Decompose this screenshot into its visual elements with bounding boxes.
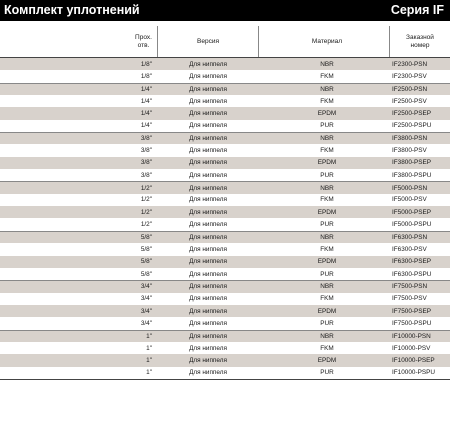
material-cell: NBR xyxy=(320,184,334,192)
size-cell: 5/8" xyxy=(140,233,152,241)
size-cell: 3/4" xyxy=(140,307,152,315)
page-title: Комплект уплотнений xyxy=(4,3,140,17)
material-cell: FKM xyxy=(320,245,334,253)
order-number-cell: IF7500-PSV xyxy=(392,295,427,303)
order-number-cell: IF3800-PSV xyxy=(392,147,427,155)
size-cell: 3/8" xyxy=(140,147,152,155)
size-cell: 1/2" xyxy=(140,221,152,229)
version-cell: Для ниппеля xyxy=(189,73,227,81)
column-header-size-line2: отв. xyxy=(137,42,150,49)
material-cell: NBR xyxy=(320,60,334,68)
order-number-cell: IF5000-PSPU xyxy=(392,221,432,229)
series-label: Серия IF xyxy=(390,3,444,17)
version-cell: Для ниппеля xyxy=(189,196,227,204)
column-header-material xyxy=(262,27,392,57)
material-cell: NBR xyxy=(320,332,334,340)
size-cell: 1/4" xyxy=(140,85,152,93)
order-number-cell: IF2500-PSEP xyxy=(392,110,432,118)
table-row xyxy=(0,120,450,132)
column-divider xyxy=(157,26,158,57)
size-cell: 1/8" xyxy=(140,73,152,81)
size-cell: 3/4" xyxy=(140,295,152,303)
version-cell: Для ниппеля xyxy=(189,258,227,266)
size-cell: 1/2" xyxy=(140,208,152,216)
size-cell: 3/8" xyxy=(140,171,152,179)
order-number-cell: IF10000-PSN xyxy=(392,332,431,340)
version-cell: Для ниппеля xyxy=(189,135,227,143)
material-cell: PUR xyxy=(320,270,334,278)
column-header-size xyxy=(112,27,152,57)
material-cell: NBR xyxy=(320,135,334,143)
material-cell: PUR xyxy=(320,221,334,229)
table-row xyxy=(0,169,450,181)
table-row xyxy=(0,317,450,329)
size-cell: 1/4" xyxy=(140,97,152,105)
version-cell: Для ниппеля xyxy=(189,184,227,192)
order-number-cell: IF7500-PSEP xyxy=(392,307,432,315)
order-number-cell: IF2500-PSN xyxy=(392,85,428,93)
order-number-cell: IF6300-PSV xyxy=(392,245,427,253)
material-cell: FKM xyxy=(320,295,334,303)
column-header-order-line2: номер xyxy=(410,42,430,49)
size-cell: 1/2" xyxy=(140,196,152,204)
material-cell: FKM xyxy=(320,97,334,105)
version-cell: Для ниппеля xyxy=(189,270,227,278)
material-cell: FKM xyxy=(320,147,334,155)
table-row xyxy=(0,280,450,292)
order-number-cell: IF6300-PSPU xyxy=(392,270,432,278)
order-number-cell: IF3800-PSPU xyxy=(392,171,432,179)
version-cell: Для ниппеля xyxy=(189,147,227,155)
size-cell: 1/4" xyxy=(140,122,152,130)
column-header-version xyxy=(160,27,256,57)
material-cell: EPDM xyxy=(317,356,337,364)
version-cell: Для ниппеля xyxy=(189,221,227,229)
size-cell: 5/8" xyxy=(140,258,152,266)
table-row xyxy=(0,95,450,107)
material-cell: EPDM xyxy=(317,110,337,118)
order-number-cell: IF10000-PSV xyxy=(392,344,431,352)
order-number-cell: IF3800-PSEP xyxy=(392,159,432,167)
version-cell: Для ниппеля xyxy=(189,344,227,352)
material-cell: EPDM xyxy=(317,258,337,266)
order-number-cell: IF7500-PSN xyxy=(392,283,428,291)
material-cell: EPDM xyxy=(317,159,337,167)
table-row xyxy=(0,305,450,317)
column-header-size-line1: Проx. xyxy=(135,34,152,41)
order-number-cell: IF2500-PSV xyxy=(392,97,427,105)
order-number-cell: IF5000-PSN xyxy=(392,184,428,192)
table-row xyxy=(0,70,450,82)
order-number-cell: IF10000-PSEP xyxy=(392,356,435,364)
order-number-cell: IF2300-PSN xyxy=(392,60,428,68)
order-number-cell: IF10000-PSPU xyxy=(392,369,435,377)
version-cell: Для ниппеля xyxy=(189,97,227,105)
material-cell: FKM xyxy=(320,196,334,204)
size-cell: 1/4" xyxy=(140,110,152,118)
version-cell: Для ниппеля xyxy=(189,208,227,216)
order-number-cell: IF5000-PSEP xyxy=(392,208,432,216)
table-row xyxy=(0,83,450,95)
table-row xyxy=(0,354,450,366)
table-row xyxy=(0,367,450,379)
column-header-version-label: Версия xyxy=(197,38,219,45)
material-cell: EPDM xyxy=(317,208,337,216)
version-cell: Для ниппеля xyxy=(189,369,227,377)
column-header-order-line1: Заказной xyxy=(406,34,434,41)
size-cell: 3/4" xyxy=(140,283,152,291)
size-cell: 5/8" xyxy=(140,270,152,278)
version-cell: Для ниппеля xyxy=(189,60,227,68)
column-divider xyxy=(258,26,259,57)
table-row xyxy=(0,107,450,119)
order-number-cell: IF5000-PSV xyxy=(392,196,427,204)
table-row xyxy=(0,132,450,144)
material-cell: FKM xyxy=(320,344,334,352)
version-cell: Для ниппеля xyxy=(189,122,227,130)
version-cell: Для ниппеля xyxy=(189,295,227,303)
title-bar xyxy=(0,0,450,21)
order-number-cell: IF6300-PSEP xyxy=(392,258,432,266)
table-row xyxy=(0,256,450,268)
version-cell: Для ниппеля xyxy=(189,233,227,241)
order-number-cell: IF6300-PSN xyxy=(392,233,428,241)
version-cell: Для ниппеля xyxy=(189,356,227,364)
table-row xyxy=(0,342,450,354)
table-row xyxy=(0,206,450,218)
table-row xyxy=(0,157,450,169)
version-cell: Для ниппеля xyxy=(189,245,227,253)
table-row xyxy=(0,58,450,70)
table-row xyxy=(0,293,450,305)
size-cell: 1" xyxy=(146,369,152,377)
size-cell: 3/4" xyxy=(140,319,152,327)
material-cell: PUR xyxy=(320,171,334,179)
column-divider xyxy=(389,26,390,57)
table-row xyxy=(0,181,450,193)
size-cell: 1" xyxy=(146,332,152,340)
table-row xyxy=(0,144,450,156)
table-row xyxy=(0,243,450,255)
order-number-cell: IF2500-PSPU xyxy=(392,122,432,130)
material-cell: PUR xyxy=(320,319,334,327)
table-bottom-rule xyxy=(0,379,450,380)
size-cell: 1/8" xyxy=(140,60,152,68)
version-cell: Для ниппеля xyxy=(189,332,227,340)
table-row xyxy=(0,194,450,206)
material-cell: PUR xyxy=(320,122,334,130)
size-cell: 1/2" xyxy=(140,184,152,192)
version-cell: Для ниппеля xyxy=(189,85,227,93)
version-cell: Для ниппеля xyxy=(189,319,227,327)
table-row xyxy=(0,268,450,280)
material-cell: NBR xyxy=(320,85,334,93)
material-cell: FKM xyxy=(320,73,334,81)
version-cell: Для ниппеля xyxy=(189,159,227,167)
table-row xyxy=(0,218,450,230)
order-number-cell: IF3800-PSN xyxy=(392,135,428,143)
material-cell: PUR xyxy=(320,369,334,377)
table-row xyxy=(0,330,450,342)
version-cell: Для ниппеля xyxy=(189,171,227,179)
version-cell: Для ниппеля xyxy=(189,307,227,315)
column-header-order xyxy=(392,27,448,57)
material-cell: NBR xyxy=(320,283,334,291)
size-cell: 3/8" xyxy=(140,159,152,167)
size-cell: 1" xyxy=(146,356,152,364)
material-cell: EPDM xyxy=(317,307,337,315)
version-cell: Для ниппеля xyxy=(189,110,227,118)
size-cell: 3/8" xyxy=(140,135,152,143)
version-cell: Для ниппеля xyxy=(189,283,227,291)
material-cell: NBR xyxy=(320,233,334,241)
size-cell: 1" xyxy=(146,344,152,352)
order-number-cell: IF7500-PSPU xyxy=(392,319,432,327)
size-cell: 5/8" xyxy=(140,245,152,253)
table-row xyxy=(0,231,450,243)
order-number-cell: IF2300-PSV xyxy=(392,73,427,81)
column-header-material-label: Материал xyxy=(311,38,343,45)
table-body xyxy=(0,58,450,379)
